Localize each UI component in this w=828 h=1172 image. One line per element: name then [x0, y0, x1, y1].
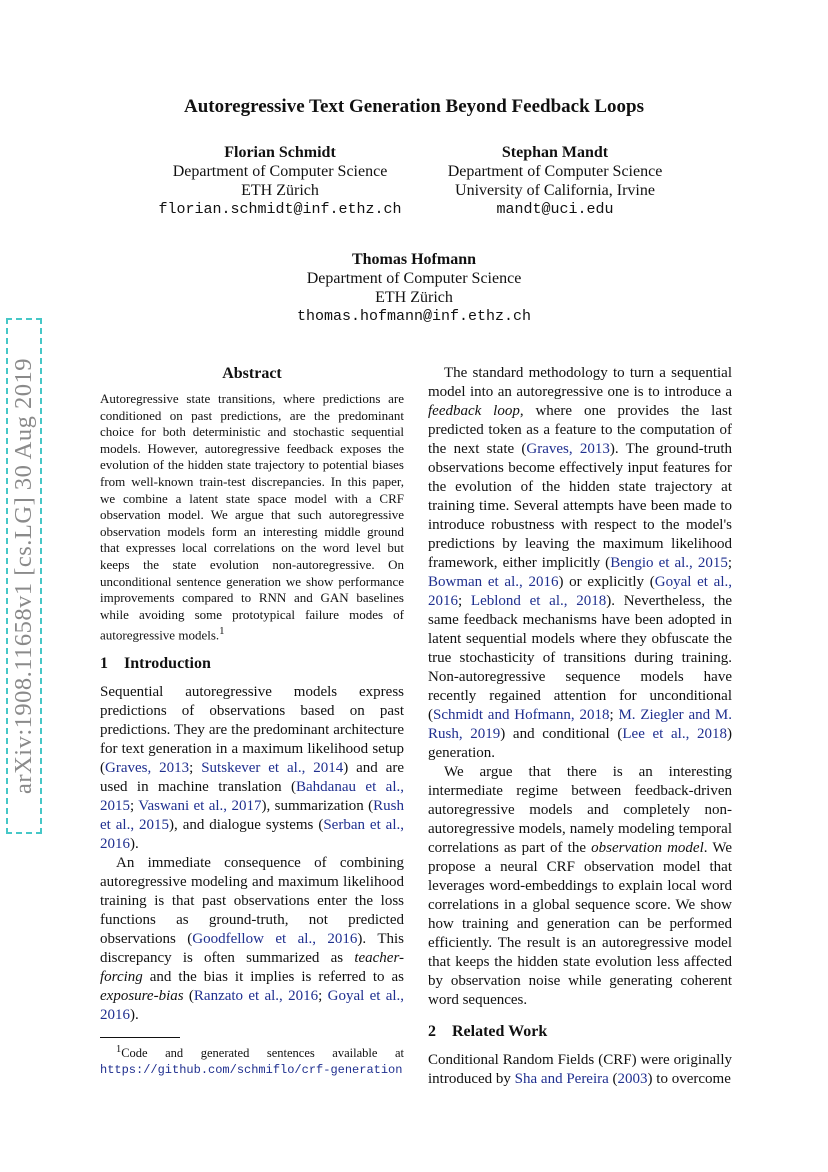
citation-link[interactable]: Goyal et al., 2016 — [428, 574, 733, 609]
author-email[interactable]: mandt@uci.edu — [496, 201, 614, 218]
arxiv-identifier: arXiv:1908.11658v1 [cs.LG] 30 Aug 2019 — [10, 358, 37, 794]
author-name: Stephan Mandt — [501, 144, 609, 161]
citation-link[interactable]: Bowman et al., 2016 — [428, 574, 559, 590]
author-email[interactable]: florian.schmidt@inf.ethz.ch — [158, 201, 402, 218]
right-column — [428, 364, 732, 1089]
citation-link[interactable]: Rush et al., 2015 — [100, 798, 404, 834]
author-institution: ETH Zürich — [375, 289, 453, 306]
author-block-3 — [264, 250, 564, 326]
body-paragraph-1: The standard methodology to turn a sequential model into an autoregressive one is to introduce a feedback loop, where one provides the last predicted token as a feature to the computation of the next state (Graves, 2013). The ground-truth observations become effectively input features for the evolution of the hidden state trajectory at training time. Several attempts have been made to introduce robustness with respect to the model's predictions by leaving the maximum likelihood framework, either implicitly (Bengio et al., 2015; Bowman et al., 2016) or explicitly (Goyal et al., 2016; Leblond et al., 2018). Nevertheless, the same feedback mechanisms have been adopted in latent sequential models where they obfuscate the true stochasticity of transitions during training. Non-autoregressive sequence models have recently regained attention for unconditional (Schmidt and Hofmann, 2018; M. Ziegler and M. Rush, 2019) and conditional (Lee et al., 2018) generation. — [428, 365, 733, 761]
related-work-paragraph: Conditional Random Fields (CRF) were originally introduced by Sha and Pereira (2003) to overcome — [428, 1052, 732, 1087]
citation-link[interactable]: Goyal et al., 2016 — [100, 988, 405, 1024]
author-block-2 — [430, 143, 680, 219]
abstract-text: Autoregressive state transitions, where predictions are conditioned on past predictions, are the predominant choice for both deterministic and stochastic sequential models. However, autoregressive feedback exposes the evolution of the hidden state trajectory to potential biases from well-known train-test discrepancies. In this paper, we combine a latent state space model with a CRF observation model. We argue that such autoregressive observation models form an interesting middle ground that expresses local correlations on the word level but keeps the state evolution non-autoregressive. On unconditional sentence generation we show performance improvements compared to RNN and GAN baselines while avoiding some prototypical failure modes of autoregressive models.$^1$ — [100, 391, 404, 643]
author-department: Department of Computer Science — [306, 270, 522, 287]
citation-link[interactable]: Vaswani et al., 2017 — [138, 798, 262, 815]
left-column — [100, 364, 404, 1078]
body-paragraph-2: We argue that there is an interesting intermediate regime between feedback-driven autoregressive models and completely non-autoregressive models, namely modeling temporal correlations as part of the observation model. We propose a neural CRF observation model that leverages word-embeddings to explain local word correlations in a global sequence score. We show how training and generation can be performed efficiently. The result is an autoregressive model that keeps the hidden state evolution less affected by observation noise while generating coherent word sequences. — [428, 764, 732, 1008]
arxiv-stamp — [6, 318, 42, 834]
author-block-1 — [130, 143, 430, 219]
section-heading-introduction: 1 Introduction — [100, 655, 211, 673]
author-department: Department of Computer Science — [447, 163, 663, 180]
citation-link[interactable]: Sha and Pereira — [514, 1071, 609, 1087]
section-heading-related-work: 2 Related Work — [428, 1023, 548, 1040]
abstract-heading: Abstract — [222, 365, 282, 382]
citation-link[interactable]: Ranzato et al., 2016 — [193, 988, 319, 1005]
citation-link[interactable]: Lee et al., 2018 — [622, 726, 728, 742]
citation-link[interactable]: Goodfellow et al., 2016 — [192, 931, 358, 948]
footnote-url-link[interactable]: https://github.com/schmiflo/crf-generation — [100, 1063, 403, 1078]
author-name: Florian Schmidt — [224, 144, 336, 161]
citation-link[interactable]: Leblond et al., 2018 — [470, 593, 607, 609]
citation-link[interactable]: Schmidt and Hofmann, 2018 — [433, 707, 610, 723]
citation-link[interactable]: Graves, 2013 — [105, 760, 190, 777]
author-institution: University of California, Irvine — [455, 182, 655, 199]
author-email[interactable]: thomas.hofmann@inf.ethz.ch — [296, 308, 532, 325]
citation-link[interactable]: M. Ziegler and M. Rush, 2019 — [428, 707, 732, 742]
citation-link[interactable]: Serban et al., 2016 — [100, 817, 404, 853]
citation-link[interactable]: Graves, 2013 — [526, 441, 610, 457]
author-institution: ETH Zürich — [241, 182, 319, 199]
footnote-marker[interactable]: 1 — [219, 625, 225, 638]
footnote: $^1$Code and generated sentences available at https://github.com/schmiflo/crf-generation — [100, 1044, 404, 1078]
citation-link[interactable]: Bahdanau et al., 2015 — [100, 779, 404, 815]
footnote-rule — [100, 1037, 180, 1038]
paper-title: Autoregressive Text Generation Beyond Feedback Loops — [183, 96, 645, 117]
intro-paragraph-2: An immediate consequence of combining autoregressive modeling and maximum likelihood training is that past observations enter the loss functions as ground-truth, not predicted observations (Goodfellow et al., 2016). This discrepancy is often summarized as teacher-forcing and the bias it implies is referred to as exposure-bias (Ranzato et al., 2016; Goyal et al., 2016). — [100, 855, 405, 1024]
citation-link[interactable]: Bengio et al., 2015 — [610, 555, 728, 571]
author-name: Thomas Hofmann — [351, 251, 477, 268]
citation-link[interactable]: 2003 — [617, 1071, 648, 1087]
intro-paragraph-1: Sequential autoregressive models express predictions of observations based on past predictions. They are the predominant architecture for text generation in a maximum likelihood setup (Graves, 2013; Sutskever et al., 2014) and are used in machine translation (Bahdanau et al., 2015; Vaswani et al., 2017), summarization (Rush et al., 2015), and dialogue systems (Serban et al., 2016). — [100, 684, 405, 853]
citation-link[interactable]: Sutskever et al., 2014 — [201, 760, 344, 777]
author-department: Department of Computer Science — [172, 163, 388, 180]
